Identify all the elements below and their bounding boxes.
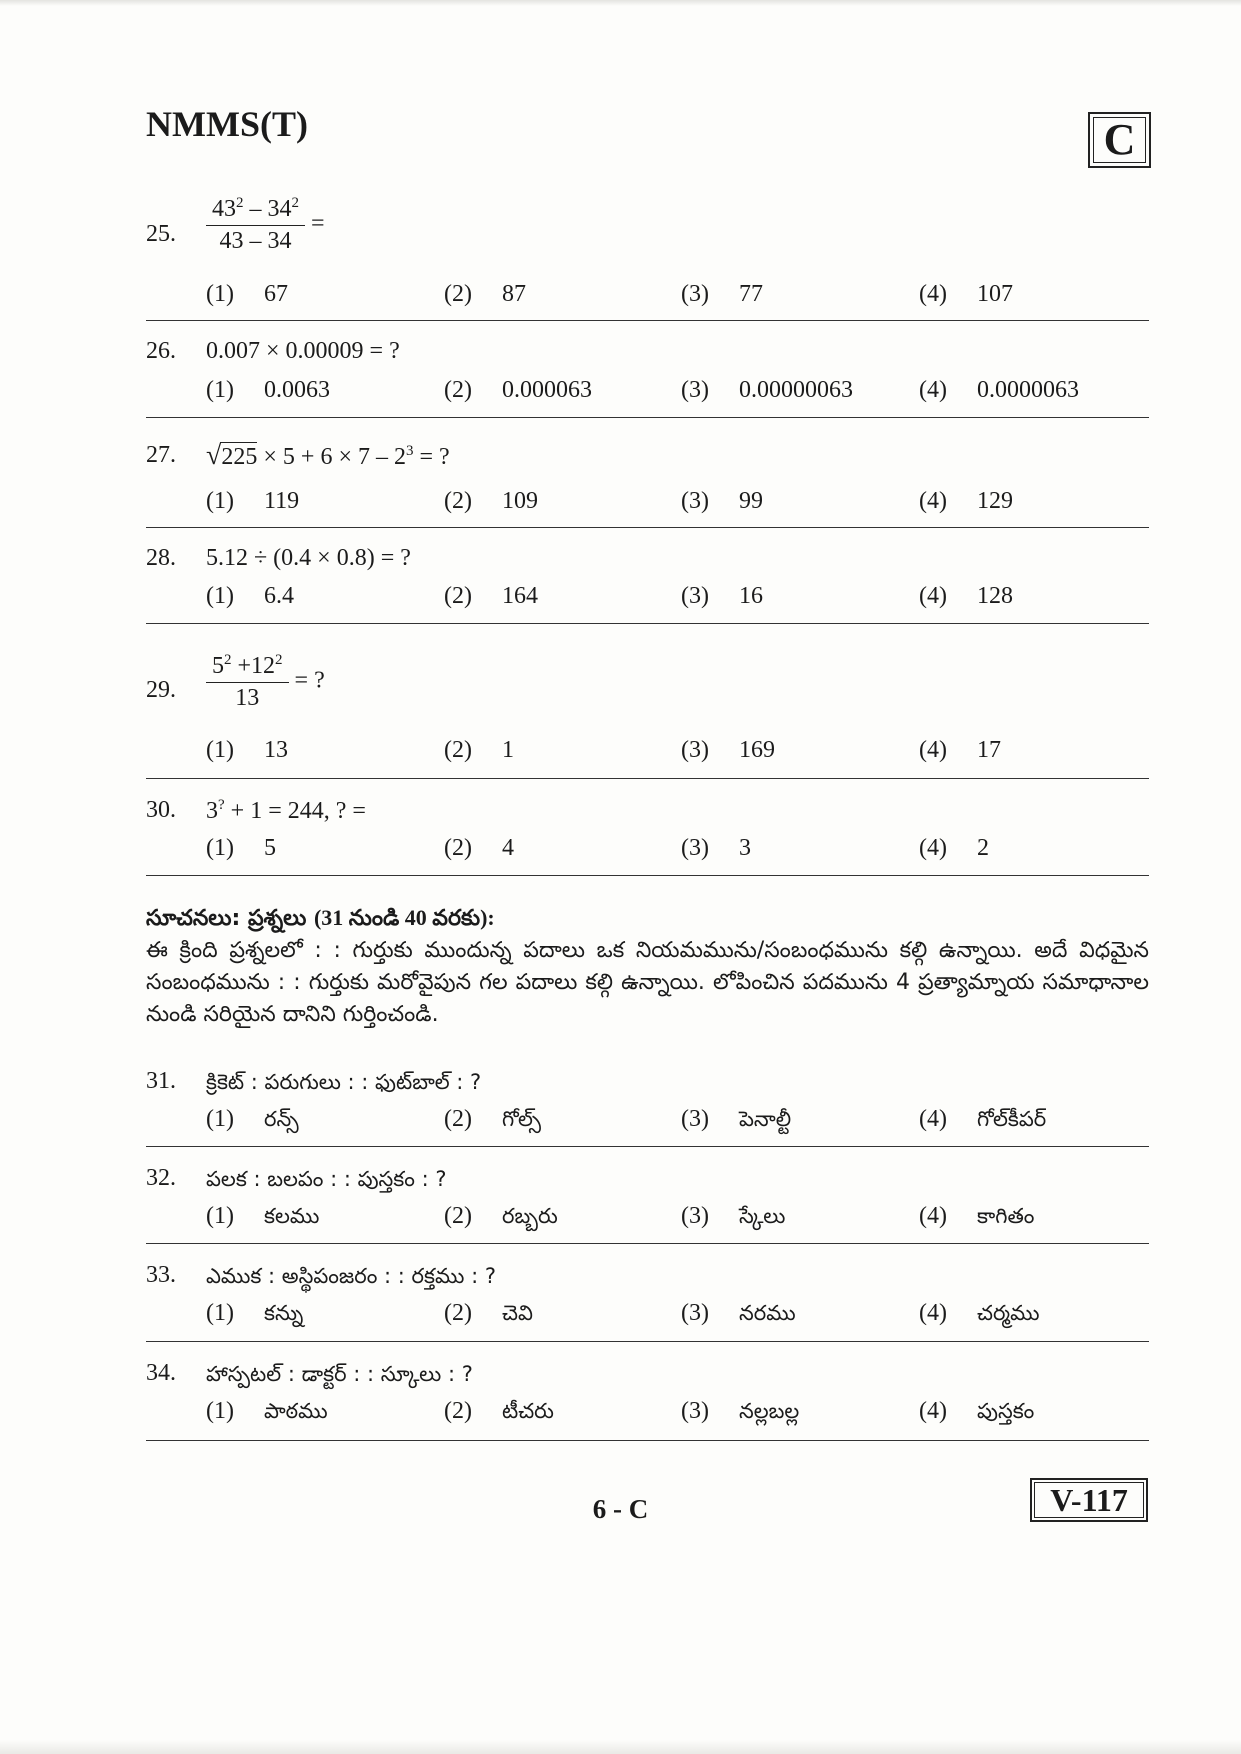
option-3[interactable]: (3) 3 <box>681 835 751 861</box>
option-3[interactable]: (3) 169 <box>681 737 775 763</box>
option-3[interactable]: (3) స్కేలు <box>681 1203 786 1229</box>
option-3[interactable]: (3) 16 <box>681 583 763 609</box>
question-stem: హాస్పటల్ : డాక్టర్ : : స్కూలు : ? <box>206 1362 473 1386</box>
option-1[interactable]: (1) 119 <box>206 488 300 514</box>
instructions <box>146 902 1149 1031</box>
option-4[interactable]: (4) 107 <box>919 281 1013 307</box>
divider <box>146 1243 1149 1244</box>
divider <box>146 875 1149 876</box>
option-4[interactable]: (4) 129 <box>919 488 1013 514</box>
divider <box>146 320 1149 321</box>
option-3[interactable]: (3) 77 <box>681 281 763 307</box>
square-root: √225 <box>206 440 258 471</box>
question-number: 34. <box>146 1360 176 1386</box>
options-row <box>206 583 1136 613</box>
instructions-title: సూచనలు: ప్రశ్నలు (31 నుండి 40 వరకు): <box>146 905 495 931</box>
booklet-code: V-117 <box>1030 1478 1148 1522</box>
option-2[interactable]: (2) 4 <box>444 835 514 861</box>
question-number: 26. <box>146 338 176 364</box>
option-1[interactable]: (1) రన్స్ <box>206 1106 299 1132</box>
options-row <box>206 835 1136 865</box>
option-4[interactable]: (4) పుస్తకం <box>919 1398 1035 1424</box>
fraction: $\frac{43^2 - 34^2}{43 - 34}$ <box>206 195 305 255</box>
fraction: $\frac{5^2 +12^2}{13}$ <box>206 652 289 712</box>
divider <box>146 417 1149 418</box>
divider <box>146 1146 1149 1147</box>
question-number: 33. <box>146 1262 176 1288</box>
page-number: 6 - C <box>592 1494 649 1524</box>
version-box: C <box>1088 112 1151 168</box>
option-1[interactable]: (1) 0.0063 <box>206 377 330 403</box>
option-2[interactable]: (2) రబ్బరు <box>444 1203 558 1229</box>
options-row <box>206 377 1136 407</box>
question-number: 25. <box>146 221 176 247</box>
question-stem: పలక : బలపం : : పుస్తకం : ? <box>206 1167 447 1191</box>
option-3[interactable]: (3) నల్లబల్ల <box>681 1398 800 1424</box>
option-3[interactable]: (3) 99 <box>681 488 763 514</box>
option-4[interactable]: (4) గోల్‌కీపర్ <box>919 1106 1047 1132</box>
options-row <box>206 1203 1136 1233</box>
option-4[interactable]: (4) 2 <box>919 835 989 861</box>
question-stem: $√225 \times 5 + 6 \times 7 - 2^3$ = ? <box>206 440 450 471</box>
page-top-edge <box>0 0 1241 6</box>
option-2[interactable]: (2) చెవి <box>444 1300 533 1326</box>
option-2[interactable]: (2) 87 <box>444 281 526 307</box>
option-2[interactable]: (2) 164 <box>444 583 538 609</box>
question-number: 29. <box>146 677 176 703</box>
option-4[interactable]: (4) 0.0000063 <box>919 377 1079 403</box>
divider <box>146 623 1149 624</box>
option-1[interactable]: (1) 67 <box>206 281 288 307</box>
option-4[interactable]: (4) కాగితం <box>919 1203 1035 1229</box>
options-row <box>206 737 1136 767</box>
question-stem: 0.007 × 0.00009 = ? <box>206 338 400 364</box>
option-2[interactable]: (2) 109 <box>444 488 538 514</box>
question-stem: 3? + 1 = 244, ? = <box>206 797 366 824</box>
option-2[interactable]: (2) గోల్స్ <box>444 1106 541 1132</box>
option-2[interactable]: (2) టీచరు <box>444 1398 554 1424</box>
option-3[interactable]: (3) 0.00000063 <box>681 377 853 403</box>
options-row <box>206 1398 1136 1428</box>
question-stem: ఎముక : అస్థిపంజరం : : రక్తము : ? <box>206 1264 497 1288</box>
divider <box>146 1440 1149 1441</box>
option-4[interactable]: (4) చర్మము <box>919 1300 1040 1326</box>
option-3[interactable]: (3) నరము <box>681 1300 796 1326</box>
question-stem: $\frac{5^2 +12^2}{13}$ = ? <box>206 652 325 712</box>
option-1[interactable]: (1) 6.4 <box>206 583 294 609</box>
divider <box>146 1341 1149 1342</box>
question-stem: క్రికెట్ : పరుగులు : : ఫుట్‌బాల్ : ? <box>206 1070 482 1094</box>
question-number: 32. <box>146 1165 176 1191</box>
option-1[interactable]: (1) 13 <box>206 737 288 763</box>
question-number: 28. <box>146 545 176 571</box>
option-2[interactable]: (2) 0.000063 <box>444 377 592 403</box>
options-row <box>206 281 1136 311</box>
instructions-body: ఈ క్రింది ప్రశ్నలలో : : గుర్తుకు ముందున్న పదాలు ఒక నియమమును/సంబంధమును కల్గి ఉన్నాయి. అదే విధమైన సంబంధమును : : గుర్తుకు మరోవైపున గల పదాలు కల్గి ఉన్నాయి. లోపించిన పదమును 4 ప్రత్యామ్నాయ సమాధానాల నుండి సరియైన దానిని గుర్తించండి. <box>146 938 1149 1027</box>
divider <box>146 527 1149 528</box>
question-stem: $\frac{43^2 - 34^2}{43 - 34}$ = <box>206 195 325 255</box>
option-3[interactable]: (3) పెనాల్టీ <box>681 1106 792 1132</box>
option-4[interactable]: (4) 17 <box>919 737 1001 763</box>
option-4[interactable]: (4) 128 <box>919 583 1013 609</box>
options-row <box>206 1106 1136 1136</box>
question-stem: 5.12 ÷ (0.4 × 0.8) = ? <box>206 545 411 571</box>
option-1[interactable]: (1) 5 <box>206 835 276 861</box>
option-2[interactable]: (2) 1 <box>444 737 514 763</box>
question-number: 30. <box>146 797 176 823</box>
question-number: 31. <box>146 1068 176 1094</box>
question-number: 27. <box>146 442 176 468</box>
exam-title: NMMS(T) <box>146 104 308 144</box>
option-1[interactable]: (1) కన్ను <box>206 1300 304 1326</box>
option-1[interactable]: (1) కలము <box>206 1203 320 1229</box>
options-row <box>206 488 1136 518</box>
page-bottom-edge <box>0 1740 1241 1754</box>
options-row <box>206 1300 1136 1330</box>
option-1[interactable]: (1) పాఠము <box>206 1398 328 1424</box>
divider <box>146 778 1149 779</box>
